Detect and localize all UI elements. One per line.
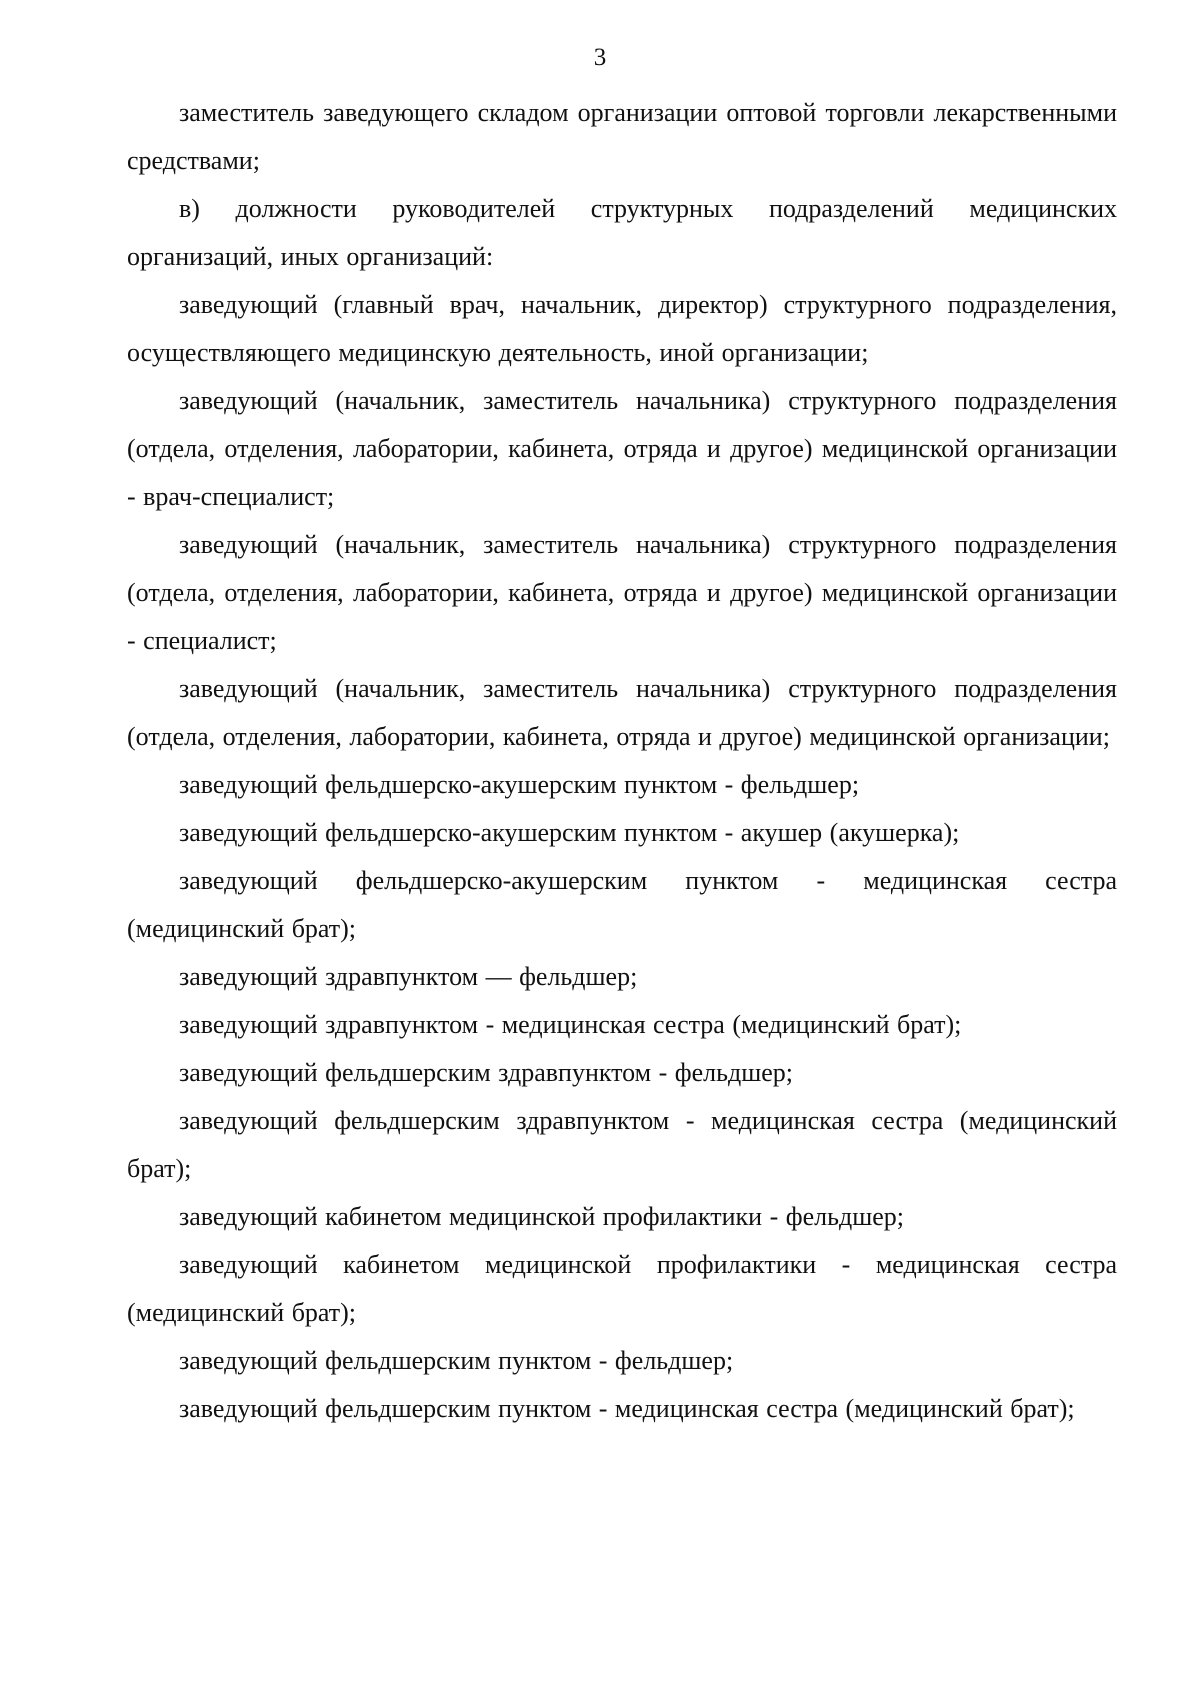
document-body xyxy=(127,89,1117,1433)
page-number: 3 xyxy=(593,44,607,71)
paragraph: заведующий кабинетом медицинской профилактики - медицинская сестра (медицинский брат); xyxy=(127,1250,1117,1327)
paragraph: заведующий (начальник, заместитель начальника) структурного подразделения (отдела, отделения, лаборатории, кабинета, отряда и другое) медицинской организации - врач-специалист; xyxy=(127,386,1117,511)
paragraph: заведующий фельдшерско-акушерским пунктом - акушер (акушерка); xyxy=(179,818,960,847)
paragraph: заведующий фельдшерско-акушерским пунктом - фельдшер; xyxy=(179,770,860,799)
paragraph: заведующий здравпунктом — фельдшер; xyxy=(179,962,638,991)
paragraph: заведующий фельдшерским пунктом - медицинская сестра (медицинский брат); xyxy=(179,1394,1075,1423)
paragraph: заведующий здравпунктом - медицинская сестра (медицинский брат); xyxy=(179,1010,962,1039)
paragraph: в) должности руководителей структурных подразделений медицинских организаций, иных организаций: xyxy=(127,194,1117,271)
paragraph: заведующий фельдшерским здравпунктом - медицинская сестра (медицинский брат); xyxy=(127,1106,1117,1183)
paragraph: заведующий фельдшерско-акушерским пунктом - медицинская сестра (медицинский брат); xyxy=(127,866,1117,943)
paragraph: заведующий фельдшерским здравпунктом - фельдшер; xyxy=(179,1058,794,1087)
paragraph: заведующий (начальник, заместитель начальника) структурного подразделения (отдела, отделения, лаборатории, кабинета, отряда и другое) медицинской организации; xyxy=(127,674,1117,751)
paragraph: заведующий (начальник, заместитель начальника) структурного подразделения (отдела, отделения, лаборатории, кабинета, отряда и другое) медицинской организации - специалист; xyxy=(127,530,1117,655)
paragraph: заведующий кабинетом медицинской профилактики - фельдшер; xyxy=(179,1202,904,1231)
paragraph: заведующий (главный врач, начальник, директор) структурного подразделения, осуществляющего медицинскую деятельность, иной организации; xyxy=(127,290,1117,367)
paragraph: заместитель заведующего складом организации оптовой торговли лекарственными средствами; xyxy=(127,98,1117,175)
paragraph: заведующий фельдшерским пунктом - фельдшер; xyxy=(179,1346,734,1375)
